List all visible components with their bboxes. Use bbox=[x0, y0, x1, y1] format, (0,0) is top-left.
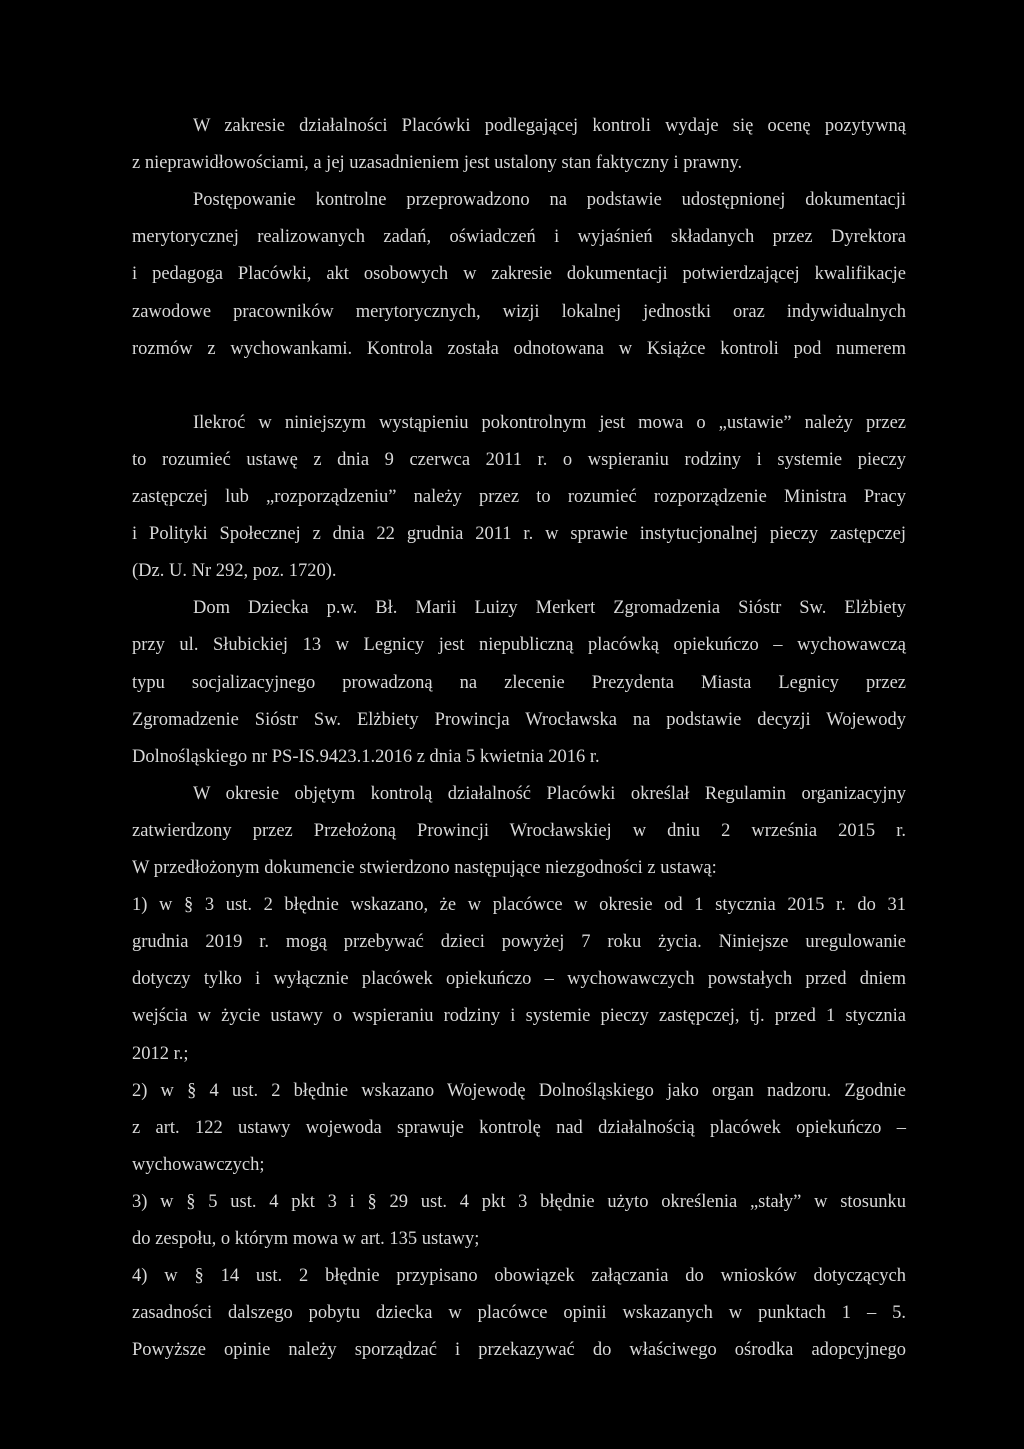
text-line: przy ul. Słubickiej 13 w Legnicy jest niepubliczną placówką opiekuńczo – wychowawczą bbox=[132, 635, 906, 656]
text-line: W zakresie działalności Placówki podlegającej kontroli wydaje się ocenę pozytywną bbox=[193, 116, 906, 136]
text-line: Zgromadzenie Sióstr Sw. Elżbiety Prowincja Wrocławska na podstawie decyzji Wojewody bbox=[132, 709, 906, 730]
text-line: z nieprawidłowościami, a jej uzasadnieniem jest ustalony stan faktyczny i prawny. bbox=[132, 153, 743, 174]
text-line: zasadności dalszego pobytu dziecka w placówce opinii wskazanych w punktach 1 – 5. bbox=[132, 1303, 906, 1324]
text-line: Postępowanie kontrolne przeprowadzono na podstawie udostępnionej dokumentacji bbox=[193, 190, 906, 211]
text-line: to rozumieć ustawę z dnia 9 czerwca 2011 r. o wspieraniu rodziny i systemie pieczy bbox=[132, 449, 906, 470]
text-line: W okresie objętym kontrolą działalność Placówki określał Regulamin organizacyjny bbox=[193, 783, 906, 804]
text-line: 3) w § 5 ust. 4 pkt 3 i § 29 ust. 4 pkt 3 błędnie użyto określenia „stały” w stosunku bbox=[132, 1191, 906, 1212]
text-line: dotyczy tylko i wyłącznie placówek opiekuńczo – wychowawczych powstałych przed dniem bbox=[132, 969, 906, 990]
text-line: merytorycznej realizowanych zadań, oświadczeń i wyjaśnień składanych przez Dyrektora bbox=[132, 227, 906, 248]
text-line: wychowawczych; bbox=[132, 1154, 265, 1175]
text-line: rozmów z wychowankami. Kontrola została odnotowana w Książce kontroli pod numerem bbox=[132, 338, 906, 359]
text-line: zatwierdzony przez Przełożoną Prowincji Wrocławskiej w dniu 2 września 2015 r. bbox=[132, 820, 906, 841]
text-line: zawodowe pracowników merytorycznych, wizji lokalnej jednostki oraz indywidualnych bbox=[132, 301, 906, 322]
text-line: typu socjalizacyjnego prowadzoną na zlecenie Prezydenta Miasta Legnicy przez bbox=[132, 672, 906, 693]
text-line: grudnia 2019 r. mogą przebywać dzieci powyżej 7 roku życia. Niniejsze uregulowanie bbox=[132, 932, 906, 953]
text-line: i pedagoga Placówki, akt osobowych w zakresie dokumentacji potwierdzającej kwalifikacje bbox=[132, 264, 906, 285]
text-line: 2012 r.; bbox=[132, 1043, 189, 1064]
text-line: Dolnośląskiego nr PS-IS.9423.1.2016 z dnia 5 kwietnia 2016 r. bbox=[132, 746, 600, 767]
text-line: 4) w § 14 ust. 2 błędnie przypisano obowiązek załączania do wniosków dotyczących bbox=[132, 1266, 906, 1287]
text-line: 2) w § 4 ust. 2 błędnie wskazano Wojewodę Dolnośląskiego jako organ nadzoru. Zgodnie bbox=[132, 1080, 906, 1101]
text-line: wejścia w życie ustawy o wspieraniu rodziny i systemie pieczy zastępczej, tj. przed 1 stycznia bbox=[132, 1006, 906, 1027]
text-line: W przedłożonym dokumencie stwierdzono następujące niezgodności z ustawą: bbox=[132, 858, 717, 878]
text-line: z art. 122 ustawy wojewoda sprawuje kontrolę nad działalnością placówek opiekuńczo – bbox=[132, 1117, 906, 1138]
text-line: (Dz. U. Nr 292, poz. 1720). bbox=[132, 561, 337, 582]
text-line: zastępczej lub „rozporządzeniu” należy przez to rozumieć rozporządzenie Ministra Pracy bbox=[132, 487, 906, 507]
text-line: Ilekroć w niniejszym wystąpieniu pokontrolnym jest mowa o „ustawie” należy przez bbox=[193, 412, 906, 433]
text-line: Powyższe opinie należy sporządzać i przekazywać do właściwego ośrodka adopcyjnego bbox=[132, 1340, 906, 1361]
text-line: 1) w § 3 ust. 2 błędnie wskazano, że w placówce w okresie od 1 stycznia 2015 r. do 31 bbox=[132, 895, 906, 916]
text-line: do zespołu, o którym mowa w art. 135 ustawy; bbox=[132, 1229, 480, 1249]
text-line: i Polityki Społecznej z dnia 22 grudnia 2011 r. w sprawie instytucjonalnej pieczy zastępczej bbox=[132, 524, 906, 545]
text-line: Dom Dziecka p.w. Bł. Marii Luizy Merkert Zgromadzenia Sióstr Sw. Elżbiety bbox=[193, 598, 906, 619]
